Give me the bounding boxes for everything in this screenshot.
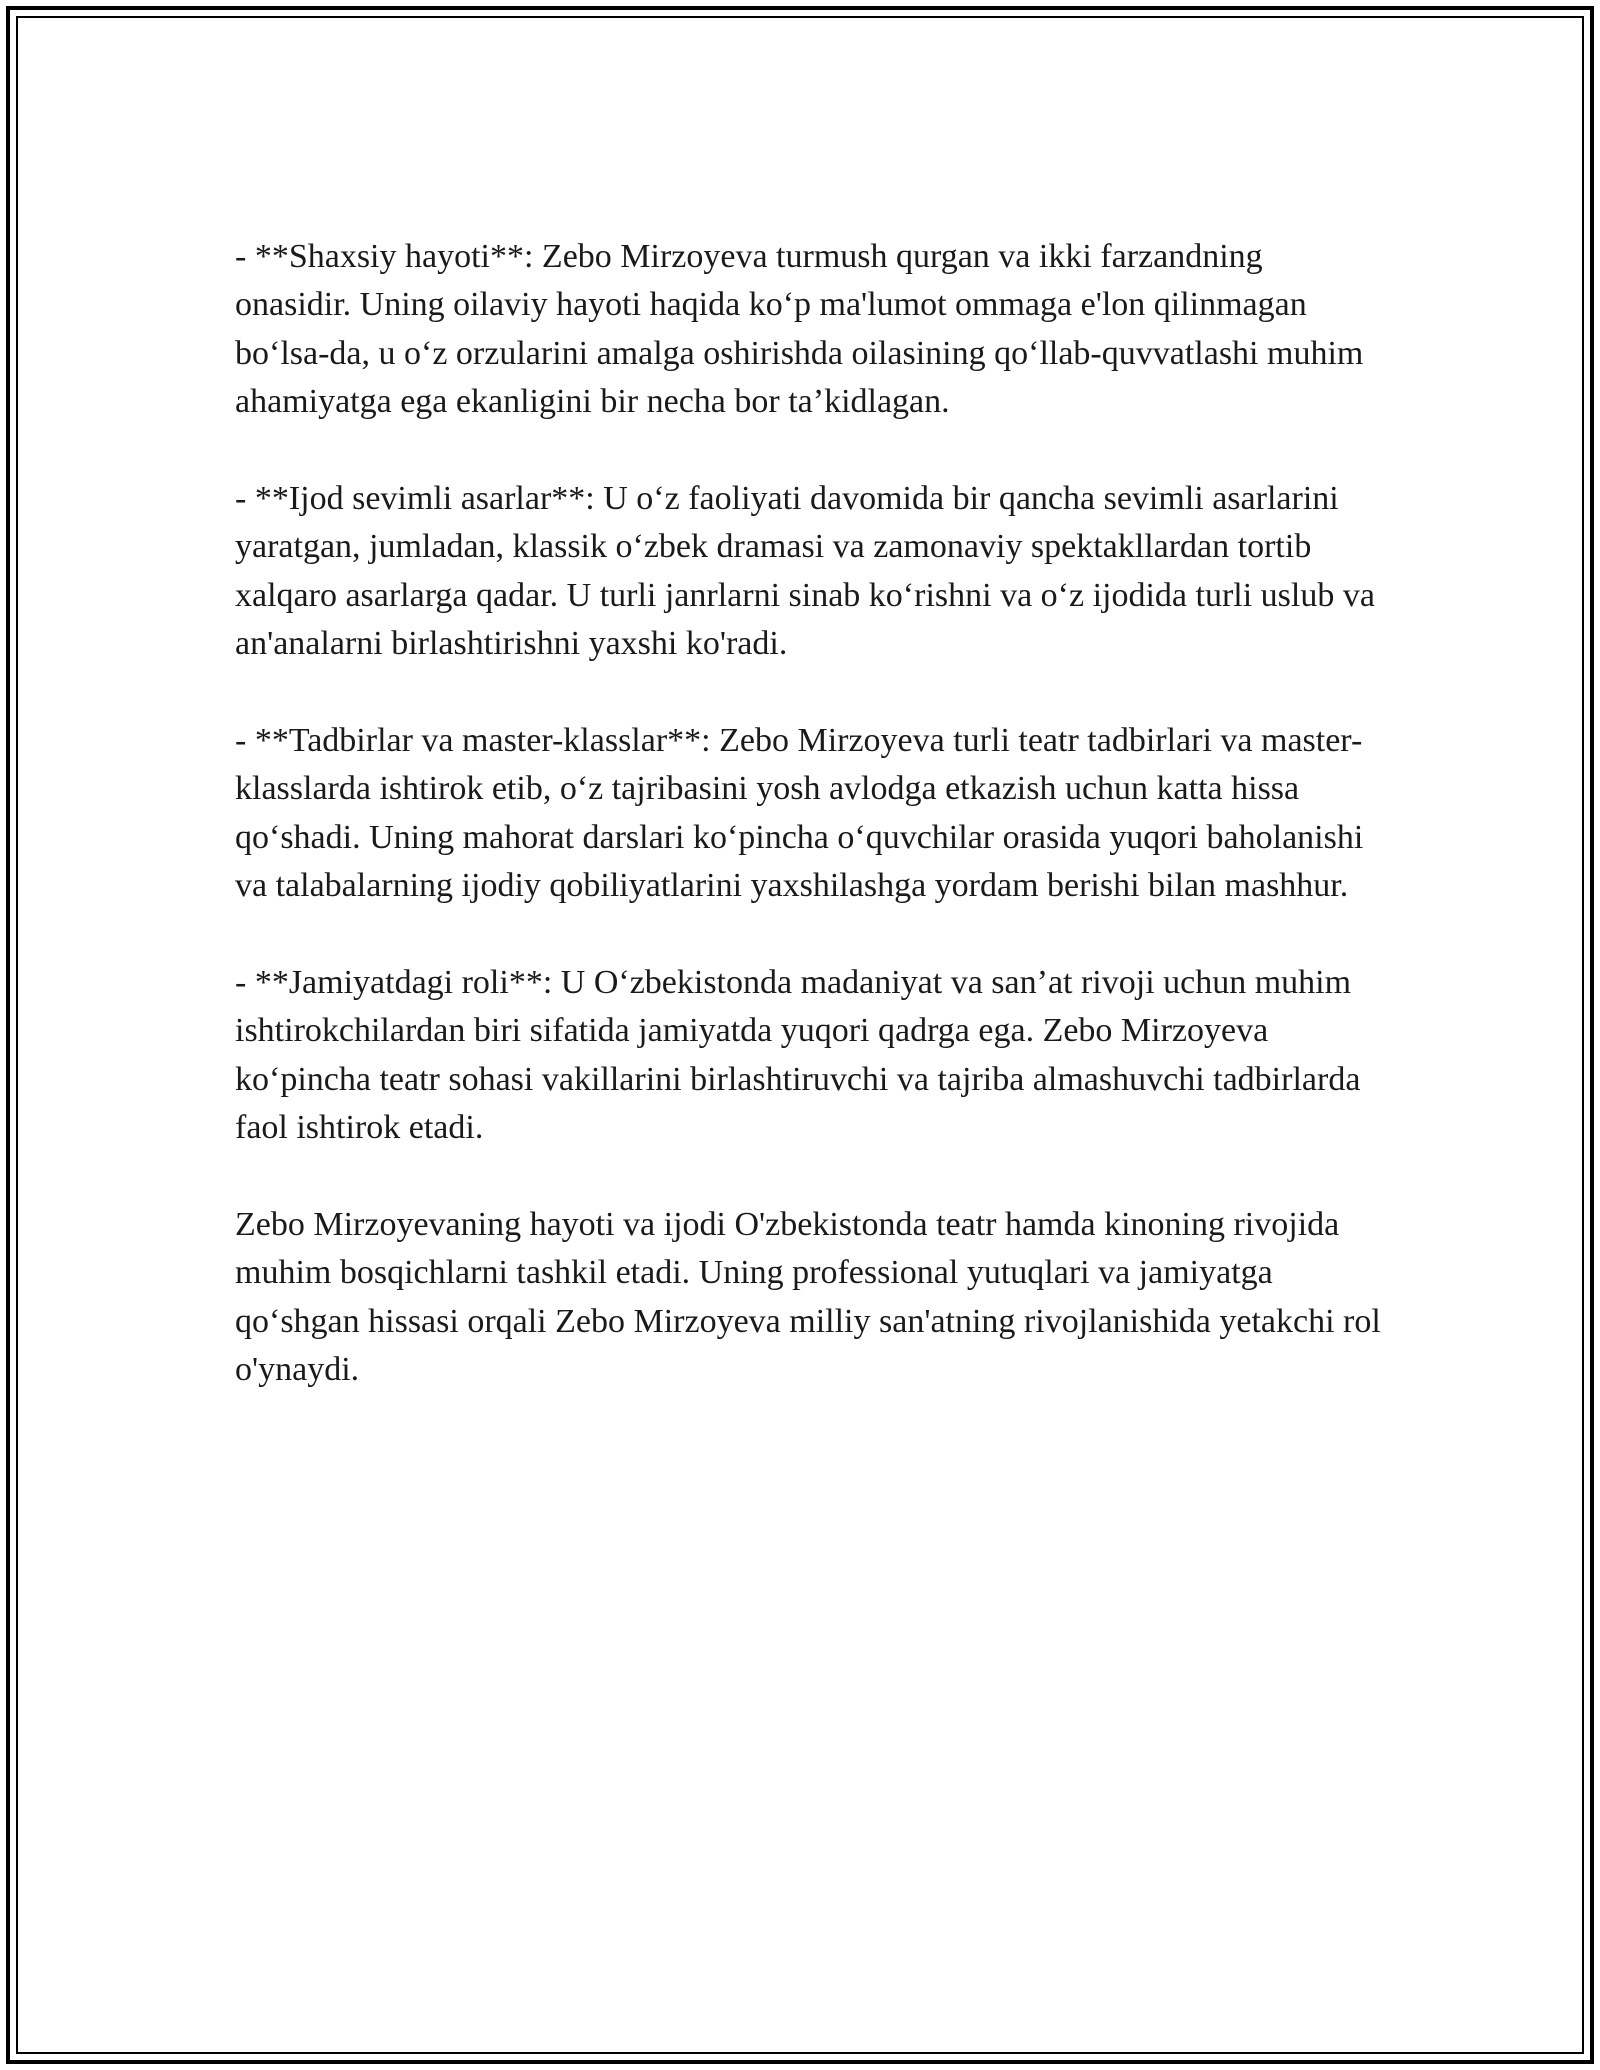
paragraph-conclusion: Zebo Mirzoyevaning hayoti va ijodi O'zbekistonda teatr hamda kinoning rivojida muhim bosqichlarni tashkil etadi. Uning professional yutuqlari va jamiyatga qo‘shgan hissasi orqali Zebo Mirzoyeva milliy san'atning rivojlanishida yetakchi rol o'ynaydi. — [235, 1206, 1381, 1389]
paragraph-tadbirlar-va-master-klasslar: - **Tadbirlar va master-klasslar**: Zebo Mirzoyeva turli teatr tadbirlari va master-klasslarda ishtirok etib, o‘z tajribasini yosh avlodga etkazish uchun katta hissa qo‘shadi. Uning mahorat darslari ko‘pincha o‘quvchilar orasida yuqori baholanishi va talabalarning ijodiy qobiliyatlarini yaxshilashga yordam berishi bilan mashhur. — [235, 722, 1364, 905]
document-body — [235, 233, 1385, 1443]
paragraph-shaxsiy-hayoti: - **Shaxsiy hayoti**: Zebo Mirzoyeva turmush qurgan va ikki farzandning onasidir. Uning oilaviy hayoti haqida ko‘p ma'lumot ommaga e'lon qilinmagan bo‘lsa-da, u o‘z orzularini amalga oshirishda oilasining qo‘llab-quvvatlashi muhim ahamiyatga ega ekanligini bir necha bor ta’kidlagan. — [235, 238, 1364, 421]
paragraph-ijod-sevimli-asarlar: - **Ijod sevimli asarlar**: U o‘z faoliyati davomida bir qancha sevimli asarlarini yaratgan, jumladan, klassik o‘zbek dramasi va zamonaviy spektakllardan tortib xalqaro asarlarga qadar. U turli janrlarni sinab ko‘rishni va o‘z ijodida turli uslub va an'analarni birlashtirishni yaxshi ko'radi. — [235, 480, 1375, 663]
paragraph-jamiyatdagi-roli: - **Jamiyatdagi roli**: U O‘zbekistonda madaniyat va san’at rivoji uchun muhim ishtirokchilardan biri sifatida jamiyatda yuqori qadrga ega. Zebo Mirzoyeva ko‘pincha teatr sohasi vakillarini birlashtiruvchi va tajriba almashuvchi tadbirlarda faol ishtirok etadi. — [235, 964, 1361, 1147]
